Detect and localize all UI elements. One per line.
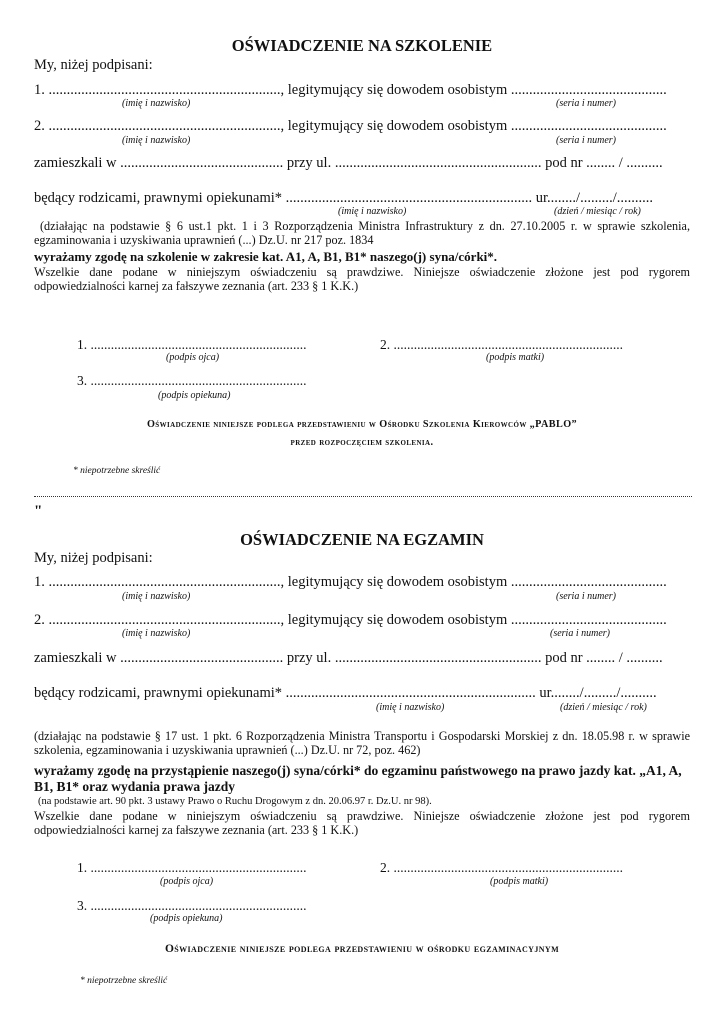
exam-footnote: * niepotrzebne skreślić — [80, 976, 168, 986]
school-consent: wyrażamy zgodę na szkolenie w zakresie kat. A1, A, B1, B1* naszego(j) syna/córki*. — [34, 249, 498, 264]
section-separator — [34, 496, 692, 497]
school-signature-guardian: 3. ................................................................ — [77, 373, 307, 388]
exam-notice: Oświadczenie niniejsze podlega przedstawieniu w ośrodku egzaminacyjnym — [164, 943, 560, 955]
school-parent1-name-caption: (imię i nazwisko) — [122, 98, 191, 109]
school-footnote: * niepotrzebne skreślić — [73, 466, 161, 476]
school-child-name-caption: (imię i nazwisko) — [338, 206, 407, 217]
school-notice-line2: przed rozpoczęciem szkolenia. — [290, 437, 434, 448]
exam-title: OŚWIADCZENIE NA EGZAMIN — [240, 530, 484, 549]
school-lead: My, niżej podpisani: — [34, 57, 153, 73]
school-notice-line1: Oświadczenie niniejsze podlega przedstawieniu w Ośrodku Szkolenia Kierowców „PABLO” — [146, 419, 578, 430]
exam-legal-basis: (działając na podstawie § 17 ust. 1 pkt. 6 Rozporządzenia Ministra Transportu i Gospodarski Morskiej z dn. 18.05.98 r. w sprawie szkolenia, egzaminowania i uzyskiwania uprawnień (...) Dz.U. nr 72, poz. 462) — [34, 729, 690, 758]
school-signature-mother: 2. .................................................................... — [380, 337, 623, 352]
school-child-dob-caption: (dzień / miesiąc / rok) — [554, 206, 641, 217]
school-signature-mother-caption: (podpis matki) — [486, 352, 545, 363]
exam-consent-basis: (na podstawie art. 90 pkt. 3 ustawy Prawo o Ruchu Drogowym z dn. 20.06.97 r. Dz.U. nr 98). — [38, 796, 432, 807]
exam-signature-guardian: 3. ................................................................ — [77, 898, 307, 913]
exam-consent: wyrażamy zgodę na przystąpienie naszego(j) syna/córki* do egzaminu państwowego na prawo jazdy kat. „A1, A, B1, B1* oraz wydania prawa jazdy — [34, 763, 682, 794]
exam-address-line: zamieszkali w ............................................. przy ul. ......................................................... pod nr ........ / .......... — [34, 650, 663, 666]
exam-child-dob-caption: (dzień / miesiąc / rok) — [560, 702, 647, 713]
exam-parent2-id-caption: (seria i numer) — [550, 628, 610, 639]
exam-signature-father: 1. ................................................................ — [77, 860, 307, 875]
exam-signature-mother-caption: (podpis matki) — [490, 876, 549, 887]
school-parent2-name-caption: (imię i nazwisko) — [122, 135, 191, 146]
exam-parent1-name-caption: (imię i nazwisko) — [122, 591, 191, 602]
school-signature-guardian-caption: (podpis opiekuna) — [158, 390, 231, 401]
exam-parent1-id-caption: (seria i numer) — [556, 591, 616, 602]
exam-parent2-line: 2. ................................................................, legitymujący się dowodem osobistym ........................................... — [34, 612, 667, 628]
exam-signature-guardian-caption: (podpis opiekuna) — [150, 913, 223, 924]
school-signature-father: 1. ................................................................ — [77, 337, 307, 352]
exam-guardians-line: będący rodzicami, prawnymi opiekunami* ..................................................................... ur......../........./.......... — [34, 685, 657, 701]
school-parent2-line: 2. ................................................................, legitymujący się dowodem osobistym ........................................... — [34, 118, 667, 134]
school-title: OŚWIADCZENIE NA SZKOLENIE — [231, 36, 493, 55]
school-parent2-id-caption: (seria i numer) — [556, 135, 616, 146]
exam-signature-father-caption: (podpis ojca) — [160, 876, 214, 887]
school-truth-statement: Wszelkie dane podane w niniejszym oświadczeniu są prawdziwe. Niniejsze oświadczenie złożone jest pod rygorem odpowiedzialności karnej za fałszywe zeznania (art. 233 § 1 K.K.) — [34, 265, 690, 294]
school-legal-basis: (działając na podstawie § 6 ust.1 pkt. 1 i 3 Rozporządzenia Ministra Infrastruktury z dn. 27.10.2005 r. w sprawie szkolenia, egzaminowania i uzyskiwania uprawnień (...) Dz.U. nr 217 poz. 1834 — [34, 219, 690, 248]
exam-parent1-line: 1. ................................................................, legitymujący się dowodem osobistym ........................................... — [34, 574, 667, 590]
school-signature-father-caption: (podpis ojca) — [166, 352, 220, 363]
exam-parent2-name-caption: (imię i nazwisko) — [122, 628, 191, 639]
exam-lead: My, niżej podpisani: — [34, 550, 153, 566]
exam-truth-statement: Wszelkie dane podane w niniejszym oświadczeniu są prawdziwe. Niniejsze oświadczenie złożone jest pod rygorem odpowiedzialności karnej za fałszywe zeznania (art. 233 § 1 K.K.) — [34, 809, 690, 838]
school-address-line: zamieszkali w ............................................. przy ul. ......................................................... pod nr ........ / .......... — [34, 155, 663, 171]
school-guardians-line: będący rodzicami, prawnymi opiekunami* .................................................................... ur......../........./.......... — [34, 190, 653, 206]
school-parent1-id-caption: (seria i numer) — [556, 98, 616, 109]
exam-child-name-caption: (imię i nazwisko) — [376, 702, 445, 713]
exam-signature-mother: 2. .................................................................... — [380, 860, 623, 875]
separator-mark: " — [34, 503, 43, 519]
school-parent1-line: 1. ................................................................, legitymujący się dowodem osobistym ........................................... — [34, 82, 667, 98]
